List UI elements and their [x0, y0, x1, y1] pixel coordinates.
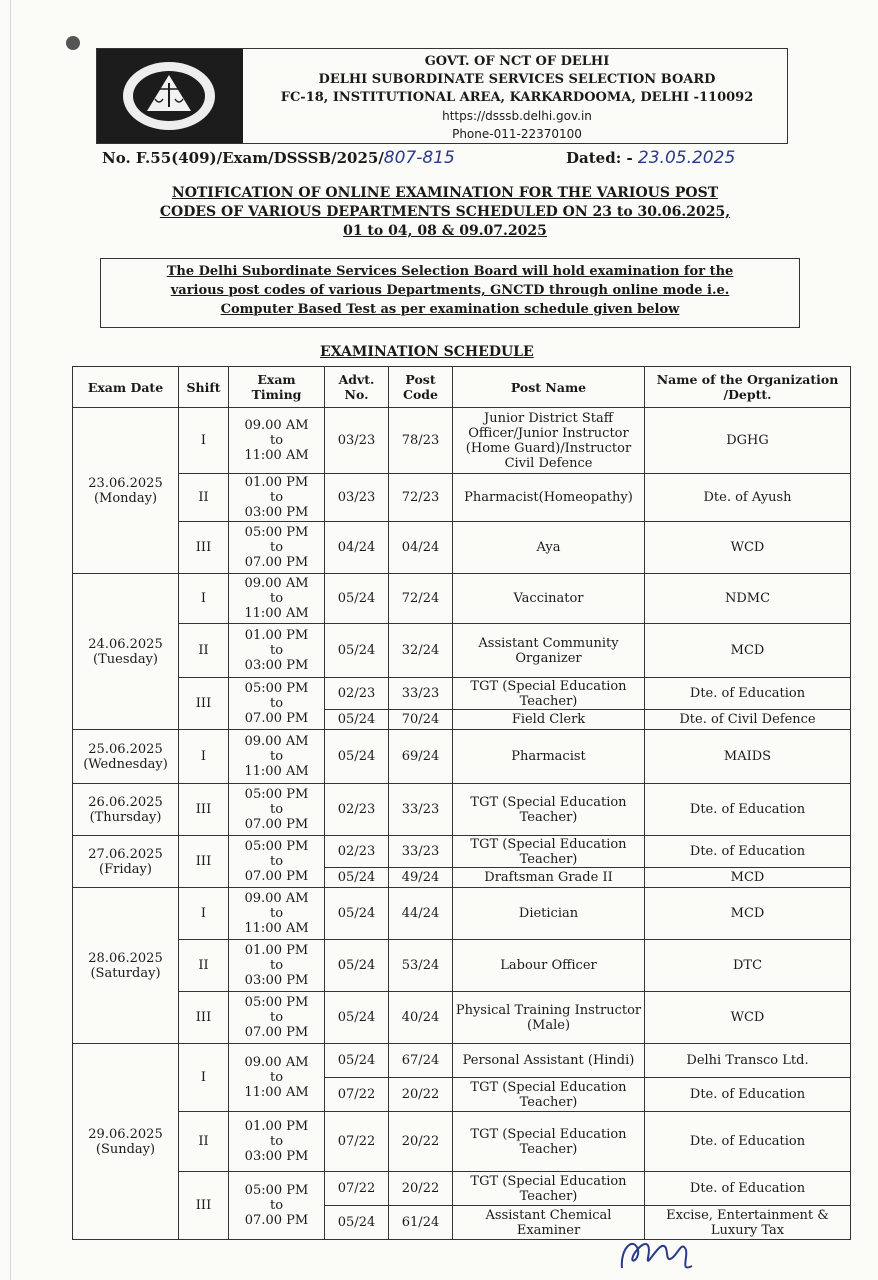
post-code-cell: 40/24	[389, 992, 453, 1044]
notice-box	[100, 258, 800, 328]
dsssb-logo	[97, 49, 243, 143]
examination-schedule-table	[72, 366, 851, 1240]
organization-cell: MCD	[645, 868, 851, 888]
table-row	[73, 888, 851, 940]
post-name-cell: Vaccinator	[453, 574, 645, 624]
board-title: DELHI SUBORDINATE SERVICES SELECTION BOARD	[318, 72, 716, 87]
exam-timing-cell: 01.00 PM to 03:00 PM	[229, 940, 325, 992]
dated-label: Dated: -	[566, 149, 633, 167]
header-post-code: Post Code	[389, 367, 453, 408]
table-row	[73, 784, 851, 836]
shift-cell: III	[179, 678, 229, 730]
post-code-cell: 33/23	[389, 678, 453, 710]
exam-timing-cell: 01.00 PM to 03:00 PM	[229, 1112, 325, 1172]
post-name-cell: Personal Assistant (Hindi)	[453, 1044, 645, 1078]
exam-date-cell: 28.06.2025 (Saturday)	[73, 888, 179, 1044]
table-row	[73, 940, 851, 992]
notification-title	[110, 184, 780, 241]
table-row	[73, 992, 851, 1044]
board-phone: Phone-011-22370100	[452, 127, 582, 141]
exam-timing-cell: 09.00 AM to 11:00 AM	[229, 1044, 325, 1112]
organization-cell: Dte. of Education	[645, 1078, 851, 1112]
post-code-cell: 44/24	[389, 888, 453, 940]
advt-no-cell: 05/24	[325, 940, 389, 992]
exam-timing-cell: 05:00 PM to 07.00 PM	[229, 836, 325, 888]
advt-no-cell: 05/24	[325, 710, 389, 730]
dated-line	[566, 148, 735, 168]
table-header-row	[73, 367, 851, 408]
advt-no-cell: 05/24	[325, 730, 389, 784]
scales-emblem-icon	[119, 59, 219, 133]
reference-number-text: No. F.55(409)/Exam/DSSSB/2025/	[102, 149, 384, 167]
table-row	[73, 522, 851, 574]
shift-cell: I	[179, 408, 229, 474]
table-row	[73, 624, 851, 678]
post-code-cell: 32/24	[389, 624, 453, 678]
shift-cell: II	[179, 1112, 229, 1172]
title-line-2: CODES OF VARIOUS DEPARTMENTS SCHEDULED ON 23 to 30.06.2025,	[159, 204, 731, 220]
letterhead	[96, 48, 788, 144]
shift-cell: III	[179, 992, 229, 1044]
advt-no-cell: 05/24	[325, 574, 389, 624]
organization-cell: MCD	[645, 888, 851, 940]
exam-date-cell: 27.06.2025 (Friday)	[73, 836, 179, 888]
page-edge-line	[10, 0, 11, 1280]
exam-timing-cell: 01.00 PM to 03:00 PM	[229, 624, 325, 678]
header-organization: Name of the Organization /Deptt.	[645, 367, 851, 408]
schedule-body	[73, 408, 851, 1240]
post-name-cell: Aya	[453, 522, 645, 574]
exam-timing-cell: 05:00 PM to 07.00 PM	[229, 784, 325, 836]
shift-cell: I	[179, 730, 229, 784]
advt-no-cell: 05/24	[325, 888, 389, 940]
table-row	[73, 678, 851, 710]
advt-no-cell: 02/23	[325, 678, 389, 710]
table-row	[73, 1172, 851, 1206]
exam-date-cell: 26.06.2025 (Thursday)	[73, 784, 179, 836]
reference-number-handwritten: 807-815	[383, 148, 455, 168]
post-name-cell: Assistant Community Organizer	[453, 624, 645, 678]
organization-cell: Delhi Transco Ltd.	[645, 1044, 851, 1078]
post-name-cell: Dietician	[453, 888, 645, 940]
advt-no-cell: 07/22	[325, 1172, 389, 1206]
table-row	[73, 730, 851, 784]
board-website[interactable]: https://dsssb.delhi.gov.in	[442, 109, 592, 123]
organization-cell: DGHG	[645, 408, 851, 474]
schedule-title: EXAMINATION SCHEDULE	[320, 344, 534, 360]
post-code-cell: 72/23	[389, 474, 453, 522]
title-line-1: NOTIFICATION OF ONLINE EXAMINATION FOR THE VARIOUS POST	[171, 185, 719, 201]
exam-date-cell: 24.06.2025 (Tuesday)	[73, 574, 179, 730]
exam-date-cell: 23.06.2025 (Monday)	[73, 408, 179, 574]
organization-cell: Dte. of Civil Defence	[645, 710, 851, 730]
notice-line-2: various post codes of various Departments, GNCTD through online mode i.e.	[170, 283, 730, 298]
advt-no-cell: 05/24	[325, 868, 389, 888]
officer-signature	[612, 1228, 702, 1278]
advt-no-cell: 03/23	[325, 474, 389, 522]
post-name-cell: Pharmacist	[453, 730, 645, 784]
post-name-cell: Labour Officer	[453, 940, 645, 992]
post-code-cell: 70/24	[389, 710, 453, 730]
advt-no-cell: 02/23	[325, 784, 389, 836]
advt-no-cell: 05/24	[325, 992, 389, 1044]
header-exam-date: Exam Date	[73, 367, 179, 408]
post-code-cell: 61/24	[389, 1206, 453, 1240]
shift-cell: III	[179, 1172, 229, 1240]
post-name-cell: TGT (Special Education Teacher)	[453, 678, 645, 710]
organization-cell: Dte. of Education	[645, 784, 851, 836]
organization-cell: Dte. of Education	[645, 1172, 851, 1206]
advt-no-cell: 03/23	[325, 408, 389, 474]
header-advt-no: Advt. No.	[325, 367, 389, 408]
post-name-cell: Field Clerk	[453, 710, 645, 730]
organization-cell: Dte. of Education	[645, 836, 851, 868]
shift-cell: I	[179, 1044, 229, 1112]
post-code-cell: 78/23	[389, 408, 453, 474]
shift-cell: II	[179, 624, 229, 678]
organization-cell: DTC	[645, 940, 851, 992]
exam-timing-cell: 01.00 PM to 03:00 PM	[229, 474, 325, 522]
shift-cell: III	[179, 522, 229, 574]
post-code-cell: 69/24	[389, 730, 453, 784]
post-code-cell: 20/22	[389, 1078, 453, 1112]
notice-line-3: Computer Based Test as per examination schedule given below	[220, 302, 680, 317]
organization-cell: Dte. of Ayush	[645, 474, 851, 522]
exam-date-cell: 29.06.2025 (Sunday)	[73, 1044, 179, 1240]
post-code-cell: 04/24	[389, 522, 453, 574]
post-name-cell: TGT (Special Education Teacher)	[453, 784, 645, 836]
board-address: FC-18, INSTITUTIONAL AREA, KARKARDOOMA, DELHI -110092	[280, 90, 754, 105]
post-code-cell: 20/22	[389, 1172, 453, 1206]
shift-cell: I	[179, 574, 229, 624]
organization-cell: NDMC	[645, 574, 851, 624]
post-name-cell: Pharmacist(Homeopathy)	[453, 474, 645, 522]
exam-timing-cell: 09.00 AM to 11:00 AM	[229, 574, 325, 624]
shift-cell: II	[179, 940, 229, 992]
exam-timing-cell: 05:00 PM to 07.00 PM	[229, 522, 325, 574]
exam-timing-cell: 09.00 AM to 11:00 AM	[229, 888, 325, 940]
advt-no-cell: 07/22	[325, 1078, 389, 1112]
post-name-cell: TGT (Special Education Teacher)	[453, 836, 645, 868]
advt-no-cell: 02/23	[325, 836, 389, 868]
organization-cell: Dte. of Education	[645, 1112, 851, 1172]
notice-line-1: The Delhi Subordinate Services Selection Board will hold examination for the	[166, 264, 734, 279]
shift-cell: III	[179, 784, 229, 836]
post-name-cell: Physical Training Instructor (Male)	[453, 992, 645, 1044]
exam-timing-cell: 09.00 AM to 11:00 AM	[229, 408, 325, 474]
organization-cell: Dte. of Education	[645, 678, 851, 710]
post-code-cell: 33/23	[389, 836, 453, 868]
table-row	[73, 1044, 851, 1078]
organization-cell: Excise, Entertainment & Luxury Tax	[645, 1206, 851, 1240]
header-exam-timing: Exam Timing	[229, 367, 325, 408]
post-name-cell: Assistant Chemical Examiner	[453, 1206, 645, 1240]
govt-title: GOVT. OF NCT OF DELHI	[424, 54, 610, 69]
dated-handwritten: 23.05.2025	[637, 148, 736, 168]
advt-no-cell: 05/24	[325, 1044, 389, 1078]
exam-timing-cell: 05:00 PM to 07.00 PM	[229, 992, 325, 1044]
post-code-cell: 72/24	[389, 574, 453, 624]
table-row	[73, 474, 851, 522]
table-row	[73, 574, 851, 624]
advt-no-cell: 07/22	[325, 1112, 389, 1172]
title-line-3: 01 to 04, 08 & 09.07.2025	[343, 223, 547, 239]
header-post-name: Post Name	[453, 367, 645, 408]
table-row	[73, 408, 851, 474]
organization-cell: WCD	[645, 992, 851, 1044]
exam-timing-cell: 05:00 PM to 07.00 PM	[229, 678, 325, 730]
shift-cell: II	[179, 474, 229, 522]
post-name-cell: TGT (Special Education Teacher)	[453, 1172, 645, 1206]
advt-no-cell: 05/24	[325, 1206, 389, 1240]
exam-timing-cell: 09.00 AM to 11:00 AM	[229, 730, 325, 784]
advt-no-cell: 04/24	[325, 522, 389, 574]
advt-no-cell: 05/24	[325, 624, 389, 678]
post-name-cell: TGT (Special Education Teacher)	[453, 1112, 645, 1172]
organization-cell: MCD	[645, 624, 851, 678]
exam-date-cell: 25.06.2025 (Wednesday)	[73, 730, 179, 784]
shift-cell: I	[179, 888, 229, 940]
table-row	[73, 836, 851, 868]
organization-cell: MAIDS	[645, 730, 851, 784]
shift-cell: III	[179, 836, 229, 888]
post-name-cell: Junior District Staff Officer/Junior Instructor (Home Guard)/Instructor Civil Defence	[453, 408, 645, 474]
post-code-cell: 67/24	[389, 1044, 453, 1078]
header-shift: Shift	[179, 367, 229, 408]
post-name-cell: Draftsman Grade II	[453, 868, 645, 888]
reference-number	[102, 148, 455, 168]
exam-timing-cell: 05:00 PM to 07.00 PM	[229, 1172, 325, 1240]
table-row	[73, 1112, 851, 1172]
punch-hole	[66, 36, 80, 50]
post-code-cell: 53/24	[389, 940, 453, 992]
post-code-cell: 20/22	[389, 1112, 453, 1172]
post-code-cell: 33/23	[389, 784, 453, 836]
post-name-cell: TGT (Special Education Teacher)	[453, 1078, 645, 1112]
post-code-cell: 49/24	[389, 868, 453, 888]
organization-cell: WCD	[645, 522, 851, 574]
